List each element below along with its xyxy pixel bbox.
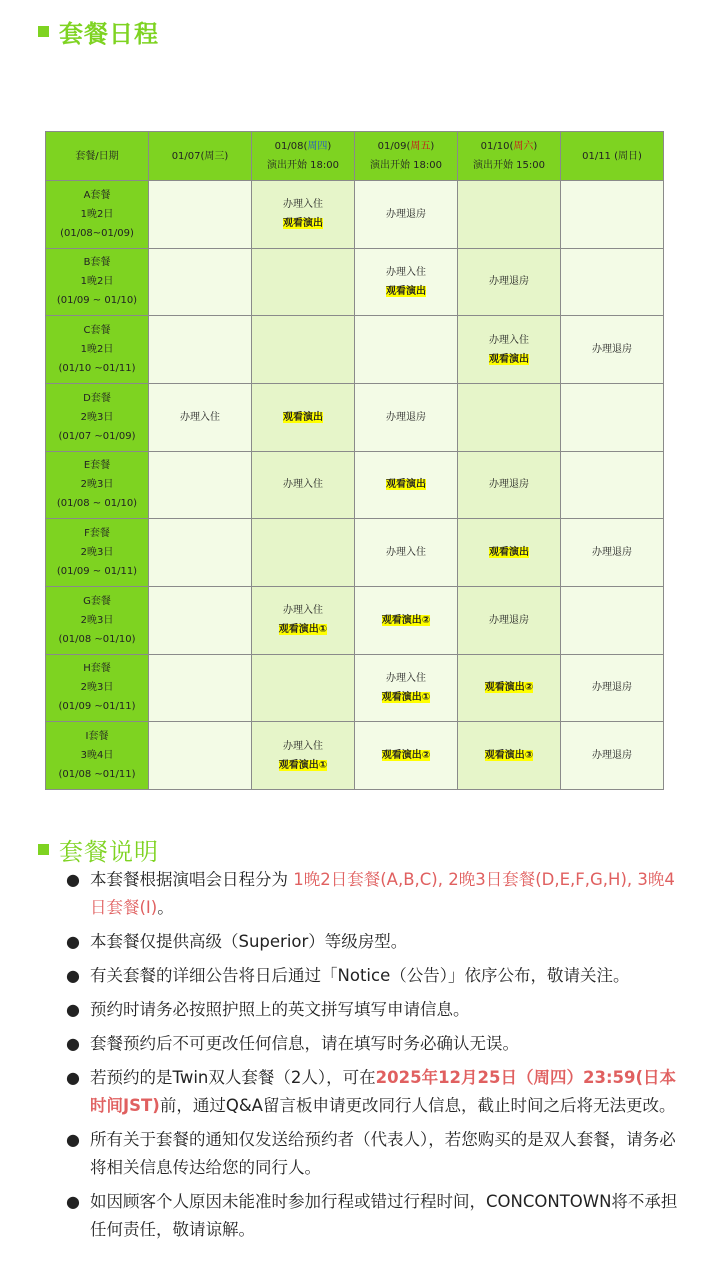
schedule-cell — [561, 586, 664, 654]
schedule-cell — [458, 722, 561, 790]
table-row — [46, 654, 664, 722]
package-cell — [46, 654, 149, 722]
checkin-checkout-text: 办理退房 — [489, 479, 529, 491]
schedule-cell — [149, 519, 252, 587]
package-range: (01/10 ~01/11) — [58, 363, 136, 375]
package-range: (01/09 ~01/11) — [58, 701, 136, 713]
schedule-cell — [561, 451, 664, 519]
package-pkg: D套餐 — [83, 392, 111, 404]
show-highlight-text: 观看演出③ — [484, 750, 534, 762]
package-range: (01/08 ~01/10) — [58, 633, 136, 645]
list-item: ● 有关套餐的详细公告将日后通过「Notice（公告）」依序公布，敬请关注。 — [90, 962, 680, 990]
list-item: ● 若预约的是Twin双人套餐（2人），可在2025年12月25日（周四）23:59(日本时间JST)前，通过Q&A留言板申请更改同行人信息，截止时间之后将无法更改。 — [90, 1064, 680, 1120]
checkin-checkout-text: 办理入住 — [283, 740, 323, 752]
table-row — [46, 722, 664, 790]
table-row — [46, 519, 664, 587]
package-nights: 2晚3日 — [80, 614, 114, 626]
package-range: (01/09 ~ 01/10) — [56, 295, 138, 307]
package-nights: 2晚3日 — [80, 479, 114, 491]
header-cell: 01/08(周四) 演出开始 18:00 — [252, 132, 355, 181]
package-pkg: B套餐 — [83, 257, 111, 269]
schedule-cell — [149, 654, 252, 722]
package-nights: 2晚3日 — [80, 682, 114, 694]
schedule-cell — [252, 316, 355, 384]
section-title-schedule — [38, 14, 159, 49]
list-item: ● 预约时请务必按照护照上的英文拼写填写申请信息。 — [90, 996, 680, 1024]
schedule-cell — [355, 181, 458, 249]
show-highlight-text: 观看演出 — [283, 218, 323, 230]
package-cell — [46, 586, 149, 654]
section-title-description — [38, 832, 159, 867]
package-range: (01/08 ~ 01/10) — [56, 498, 138, 510]
schedule-cell — [458, 316, 561, 384]
schedule-cell — [355, 654, 458, 722]
show-highlight-text: 观看演出① — [278, 624, 328, 636]
show-highlight-text: 观看演出① — [381, 691, 431, 703]
package-pkg: H套餐 — [83, 663, 111, 675]
schedule-cell — [355, 248, 458, 316]
show-highlight-text: 观看演出 — [489, 353, 529, 365]
package-pkg: E套餐 — [83, 460, 111, 472]
schedule-cell — [458, 586, 561, 654]
table-row — [46, 383, 664, 451]
show-highlight-text: 观看演出 — [489, 547, 529, 559]
checkin-checkout-text: 办理退房 — [386, 208, 426, 220]
bullet-icon: ● — [66, 932, 80, 951]
package-nights: 1晚2日 — [80, 344, 114, 356]
schedule-cell — [458, 383, 561, 451]
schedule-cell — [252, 654, 355, 722]
checkin-checkout-text: 办理入住 — [386, 672, 426, 684]
schedule-cell — [252, 722, 355, 790]
schedule-cell — [252, 181, 355, 249]
schedule-cell — [355, 316, 458, 384]
schedule-cell — [355, 383, 458, 451]
package-pkg: G套餐 — [83, 595, 111, 607]
header-cell: 01/11 (周日) — [561, 132, 664, 181]
schedule-cell — [149, 316, 252, 384]
schedule-cell — [561, 316, 664, 384]
header-cell: 01/09(周五) 演出开始 18:00 — [355, 132, 458, 181]
header-cell: 套餐/日期 — [46, 132, 149, 181]
checkin-checkout-text: 办理退房 — [489, 614, 529, 626]
bullet-icon: ● — [66, 870, 80, 889]
package-nights: 1晚2日 — [80, 208, 114, 220]
schedule-cell — [149, 451, 252, 519]
package-cell — [46, 383, 149, 451]
package-pkg: A套餐 — [83, 189, 111, 201]
schedule-cell — [458, 654, 561, 722]
checkin-checkout-text: 办理入住 — [386, 547, 426, 559]
show-highlight-text: 观看演出① — [278, 759, 328, 771]
table-row — [46, 451, 664, 519]
schedule-cell — [561, 181, 664, 249]
schedule-cell — [252, 248, 355, 316]
schedule-cell — [252, 519, 355, 587]
package-pkg: I套餐 — [85, 731, 109, 743]
package-cell — [46, 519, 149, 587]
list-item: ● 套餐预约后不可更改任何信息，请在填写时务必确认无误。 — [90, 1030, 680, 1058]
schedule-cell — [561, 722, 664, 790]
table-row — [46, 316, 664, 384]
header-cell: 01/07(周三) — [149, 132, 252, 181]
list-item: ● 如因顾客个人原因未能准时参加行程或错过行程时间，CONCONTOWN将不承担任何责任，敬请谅解。 — [90, 1188, 680, 1244]
table-row — [46, 248, 664, 316]
package-range: (01/07 ~01/09) — [58, 430, 136, 442]
package-range: (01/08 ~01/11) — [58, 769, 136, 781]
schedule-cell — [252, 451, 355, 519]
package-cell — [46, 181, 149, 249]
table-row — [46, 181, 664, 249]
checkin-checkout-text: 办理退房 — [386, 411, 426, 423]
show-highlight-text: 观看演出 — [386, 285, 426, 297]
schedule-cell — [458, 181, 561, 249]
square-bullet-icon — [38, 844, 49, 855]
schedule-cell — [252, 383, 355, 451]
schedule-cell — [561, 519, 664, 587]
package-cell — [46, 248, 149, 316]
description-title-text: 套餐说明 — [59, 838, 159, 866]
bullet-icon: ● — [66, 1000, 80, 1019]
package-cell — [46, 316, 149, 384]
list-item: ● 本套餐仅提供高级（Superior）等级房型。 — [90, 928, 680, 956]
package-nights: 3晚4日 — [80, 750, 114, 762]
show-highlight-text: 观看演出 — [386, 479, 426, 491]
schedule-table — [45, 131, 664, 790]
square-bullet-icon — [38, 26, 49, 37]
schedule-title-text: 套餐日程 — [59, 20, 159, 48]
list-item: ● 所有关于套餐的通知仅发送给预约者（代表人），若您购买的是双人套餐，请务必将相关信息传达给您的同行人。 — [90, 1126, 680, 1182]
table-header-row — [46, 132, 664, 181]
package-cell — [46, 722, 149, 790]
show-highlight-text: 观看演出② — [381, 750, 431, 762]
checkin-checkout-text: 办理退房 — [592, 344, 632, 356]
package-nights: 2晚3日 — [80, 547, 114, 559]
checkin-checkout-text: 办理退房 — [489, 276, 529, 288]
package-cell — [46, 451, 149, 519]
schedule-cell — [458, 248, 561, 316]
show-highlight-text: 观看演出② — [381, 614, 431, 626]
schedule-cell — [149, 586, 252, 654]
table-row — [46, 586, 664, 654]
schedule-cell — [149, 181, 252, 249]
package-notes-list — [66, 866, 680, 1250]
package-pkg: C套餐 — [83, 325, 111, 337]
schedule-cell — [561, 654, 664, 722]
show-highlight-text: 观看演出② — [484, 682, 534, 694]
checkin-checkout-text: 办理入住 — [489, 334, 529, 346]
schedule-cell — [355, 451, 458, 519]
package-range: (01/09 ~ 01/11) — [56, 566, 138, 578]
schedule-cell — [355, 586, 458, 654]
checkin-checkout-text: 办理入住 — [283, 199, 323, 211]
bullet-icon: ● — [66, 1068, 80, 1087]
checkin-checkout-text: 办理入住 — [283, 605, 323, 617]
show-highlight-text: 观看演出 — [283, 411, 323, 423]
bullet-icon: ● — [66, 1192, 80, 1211]
schedule-cell — [252, 586, 355, 654]
checkin-checkout-text: 办理退房 — [592, 750, 632, 762]
checkin-checkout-text: 办理退房 — [592, 682, 632, 694]
package-range: (01/08~01/09) — [60, 227, 134, 239]
list-item: ● 本套餐根据演唱会日程分为 1晚2日套餐(A,B,C), 2晚3日套餐(D,E,F,G,H), 3晚4日套餐(I)。 — [90, 866, 680, 922]
checkin-checkout-text: 办理入住 — [283, 479, 323, 491]
package-pkg: F套餐 — [84, 528, 110, 540]
bullet-icon: ● — [66, 966, 80, 985]
schedule-cell — [149, 248, 252, 316]
checkin-checkout-text: 办理入住 — [386, 266, 426, 278]
checkin-checkout-text: 办理退房 — [592, 547, 632, 559]
schedule-cell — [458, 519, 561, 587]
bullet-icon: ● — [66, 1034, 80, 1053]
checkin-checkout-text: 办理入住 — [180, 411, 220, 423]
schedule-cell — [355, 519, 458, 587]
schedule-cell — [561, 248, 664, 316]
schedule-cell — [355, 722, 458, 790]
schedule-cell — [458, 451, 561, 519]
package-nights: 1晚2日 — [80, 276, 114, 288]
header-cell: 01/10(周六) 演出开始 15:00 — [458, 132, 561, 181]
schedule-cell — [149, 383, 252, 451]
schedule-cell — [149, 722, 252, 790]
bullet-icon: ● — [66, 1130, 80, 1149]
package-nights: 2晚3日 — [80, 411, 114, 423]
schedule-cell — [561, 383, 664, 451]
